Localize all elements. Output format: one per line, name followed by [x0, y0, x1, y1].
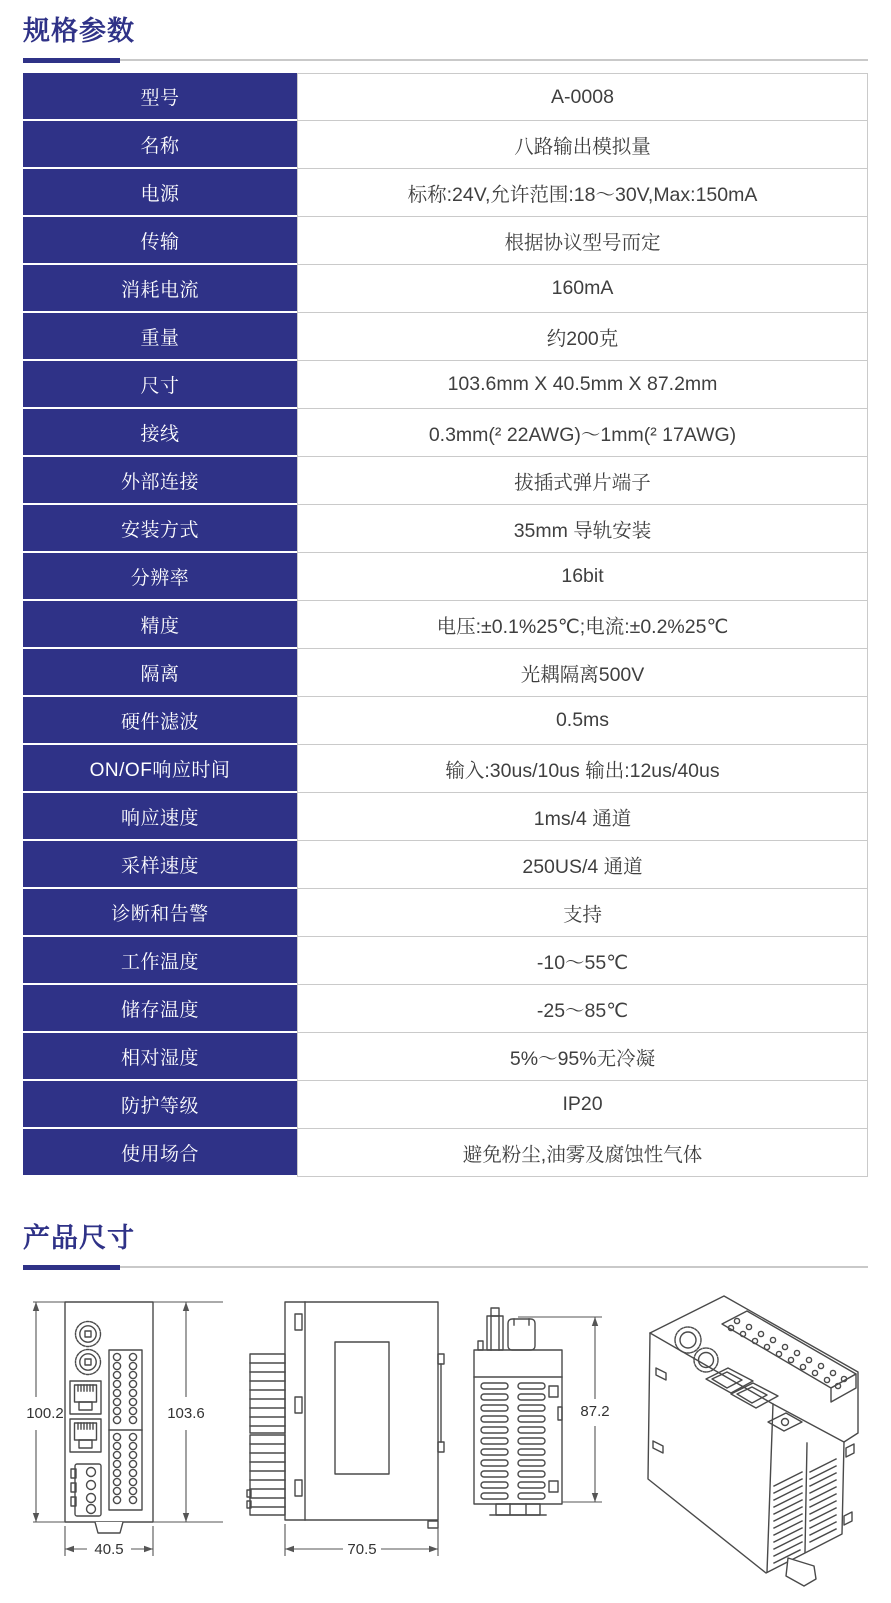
spec-label: 电源: [23, 169, 297, 215]
spec-row: [23, 841, 868, 889]
spec-label: 安装方式: [23, 505, 297, 551]
spec-value: 160mA: [297, 265, 868, 313]
spec-value: IP20: [297, 1081, 868, 1129]
spec-value: 输入:30us/10us 输出:12us/40us: [297, 745, 868, 793]
spec-label: 传输: [23, 217, 297, 263]
dimensions-section-title: 产品尺寸: [23, 1223, 135, 1253]
spec-row: [23, 1033, 868, 1081]
specs-section-title: 规格参数: [23, 16, 135, 46]
spec-row: [23, 553, 868, 601]
underline-gray-segment: [120, 59, 868, 61]
din-rail-clip: [438, 1354, 444, 1452]
dim-label-height-right: 103.6: [167, 1405, 205, 1422]
spec-row: [23, 649, 868, 697]
spec-label: 硬件滤波: [23, 697, 297, 743]
spec-row: [23, 697, 868, 745]
rj45-port-icon: [70, 1381, 101, 1414]
underline-gray-segment: [120, 1266, 868, 1268]
spec-value: 标称:24V,允许范围:18～30V,Max:150mA: [297, 169, 868, 217]
power-connector: [71, 1464, 101, 1516]
spec-row: [23, 169, 868, 217]
spec-label: ON/OF响应时间: [23, 745, 297, 791]
spec-label: 精度: [23, 601, 297, 647]
spec-label: 型号: [23, 73, 297, 119]
spec-value: 103.6mm X 40.5mm X 87.2mm: [297, 361, 868, 409]
dim-label-height-right: 87.2: [580, 1403, 610, 1420]
specs-title-underline: [23, 58, 868, 63]
spec-row: [23, 601, 868, 649]
spec-row: [23, 313, 868, 361]
dimensions-section: [23, 1177, 868, 1599]
side-view-drawing: [245, 1294, 445, 1594]
spec-value: 八路输出模拟量: [297, 121, 868, 169]
spec-row: [23, 985, 868, 1033]
dimension-drawings: [23, 1294, 868, 1599]
isometric-view-drawing: [620, 1276, 888, 1603]
label-area: [335, 1342, 389, 1474]
spec-label: 尺寸: [23, 361, 297, 407]
underline-accent-segment: [23, 1265, 120, 1270]
vent-view-drawing: [460, 1294, 632, 1594]
spec-label: 诊断和告警: [23, 889, 297, 935]
dim-label-height-left: 100.2: [26, 1405, 64, 1422]
dimensions-title-underline: [23, 1265, 868, 1270]
spec-row: [23, 409, 868, 457]
spec-value: 5%～95%无冷凝: [297, 1033, 868, 1081]
vent-slots: [481, 1383, 545, 1499]
spec-row: [23, 793, 868, 841]
spec-row: [23, 1129, 868, 1177]
dimension-lines: [33, 1302, 223, 1556]
spec-value: 拔插式弹片端子: [297, 457, 868, 505]
front-view-drawing: [23, 1294, 233, 1594]
spec-label: 名称: [23, 121, 297, 167]
spec-label: 采样速度: [23, 841, 297, 887]
spec-row: [23, 361, 868, 409]
spec-label: 消耗电流: [23, 265, 297, 311]
spec-label: 接线: [23, 409, 297, 455]
spec-label: 外部连接: [23, 457, 297, 503]
spec-value: 约200克: [297, 313, 868, 361]
spec-value: 根据协议型号而定: [297, 217, 868, 265]
terminal-block-side: [247, 1354, 285, 1515]
spec-value: -10～55℃: [297, 937, 868, 985]
spec-row: [23, 217, 868, 265]
rj45-port-icon: [70, 1419, 101, 1452]
spec-value: 光耦隔离500V: [297, 649, 868, 697]
specs-section: [23, 0, 868, 1177]
spec-label: 工作温度: [23, 937, 297, 983]
spec-value: 0.3mm(² 22AWG)～1mm(² 17AWG): [297, 409, 868, 457]
spec-value: 0.5ms: [297, 697, 868, 745]
spec-value: 250US/4 通道: [297, 841, 868, 889]
bottom-foot: [490, 1504, 546, 1515]
spec-row: [23, 121, 868, 169]
spec-row: [23, 889, 868, 937]
spec-value: 支持: [297, 889, 868, 937]
underline-accent-segment: [23, 58, 120, 63]
spec-row: [23, 937, 868, 985]
din-clip: [786, 1558, 816, 1586]
spec-label: 储存温度: [23, 985, 297, 1031]
spec-label: 相对湿度: [23, 1033, 297, 1079]
spec-value: 避免粉尘,油雾及腐蚀性气体: [297, 1129, 868, 1177]
spec-row: [23, 73, 868, 121]
spec-row: [23, 505, 868, 553]
spec-row: [23, 745, 868, 793]
dim-label-depth-bottom: 70.5: [347, 1541, 377, 1558]
spec-label: 重量: [23, 313, 297, 359]
spec-label: 使用场合: [23, 1129, 297, 1175]
spec-label: 响应速度: [23, 793, 297, 839]
spec-value: 1ms/4 通道: [297, 793, 868, 841]
spec-value: 电压:±0.1%25℃;电流:±0.2%25℃: [297, 601, 868, 649]
spec-table: [23, 73, 868, 1177]
spec-value: A-0008: [297, 73, 868, 121]
spec-value: 35mm 导轨安装: [297, 505, 868, 553]
terminal-block: [109, 1350, 142, 1510]
spec-label: 隔离: [23, 649, 297, 695]
spec-row: [23, 457, 868, 505]
din-clip: [95, 1522, 123, 1533]
dim-label-width-bottom: 40.5: [94, 1541, 124, 1558]
top-connectors: [478, 1308, 535, 1350]
spec-label: 分辨率: [23, 553, 297, 599]
spec-value: -25～85℃: [297, 985, 868, 1033]
spec-row: [23, 265, 868, 313]
spec-value: 16bit: [297, 553, 868, 601]
spec-row: [23, 1081, 868, 1129]
spec-label: 防护等级: [23, 1081, 297, 1127]
